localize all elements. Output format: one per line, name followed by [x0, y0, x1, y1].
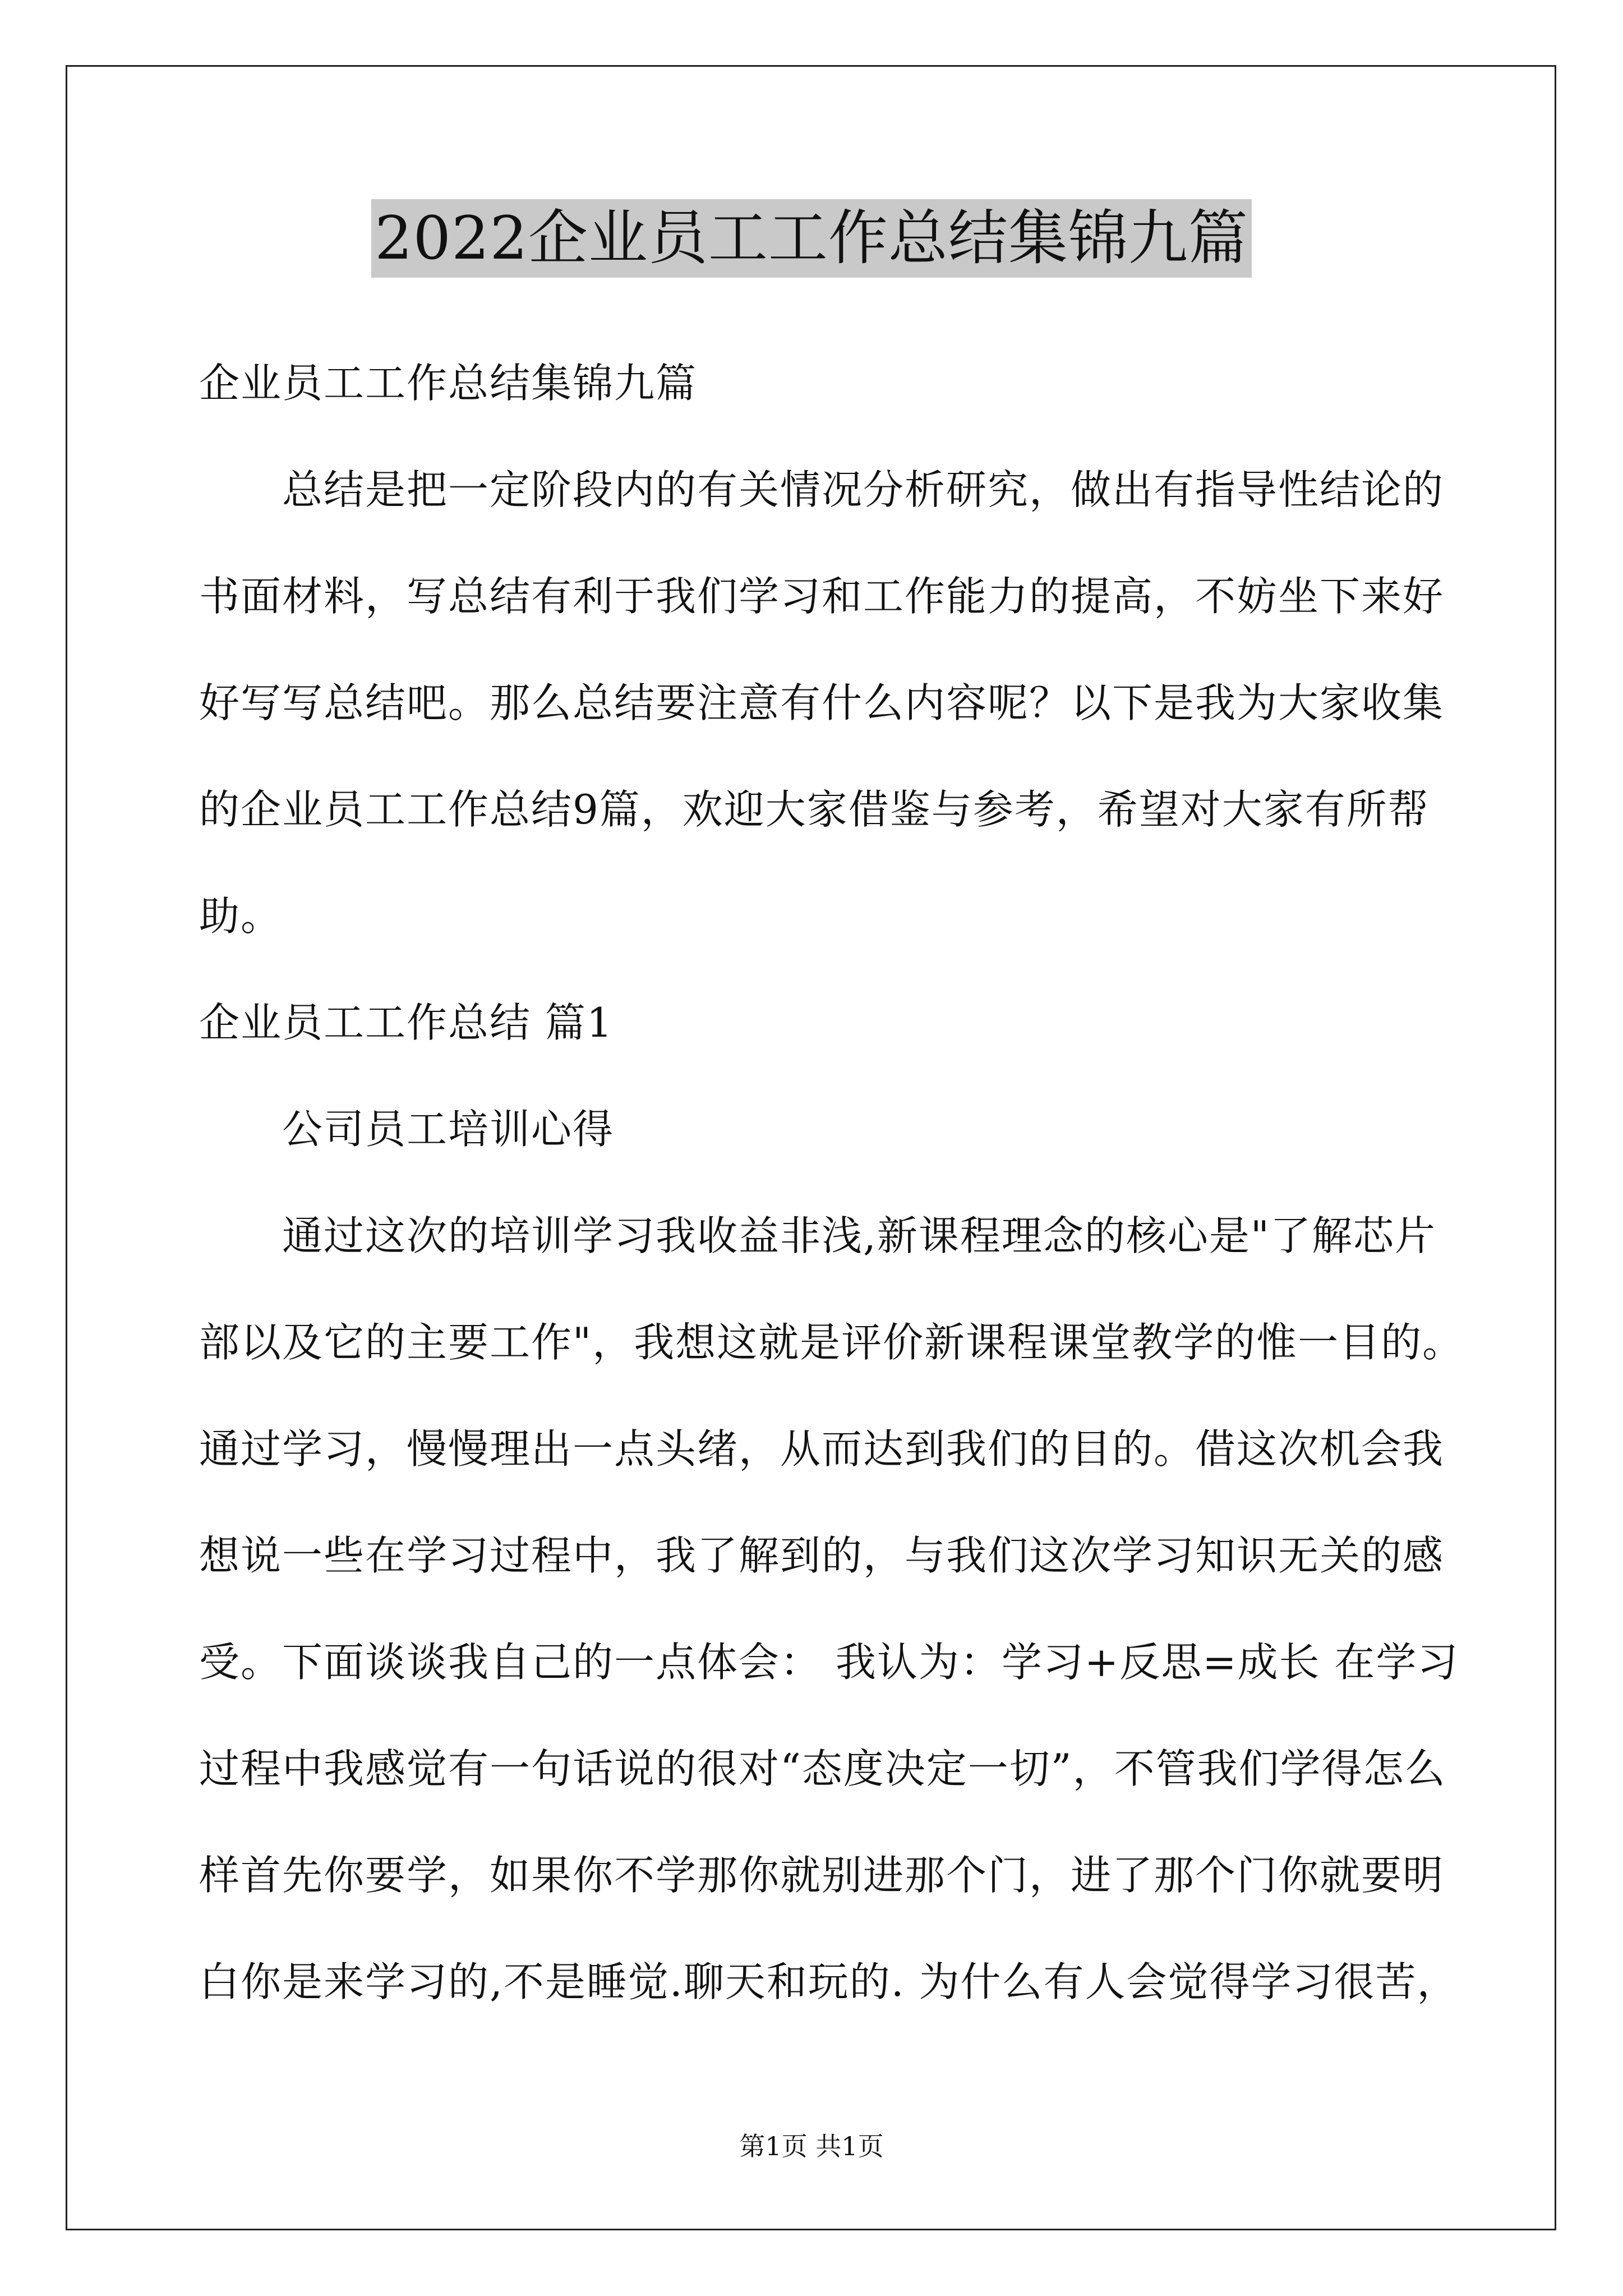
paragraph-line: 总结是把一定阶段内的有关情况分析研究，做出有指导性结论的 — [199, 466, 1445, 513]
paragraph-line: 想说一些在学习过程中，我了解到的，与我们这次学习知识无关的感 — [199, 1532, 1445, 1579]
section-heading: 企业员工工作总结 篇1 — [199, 999, 614, 1046]
title-container — [0, 199, 1623, 278]
paragraph-line: 的企业员工工作总结9篇，欢迎大家借鉴与参考，希望对大家有所帮 — [199, 786, 1430, 833]
section-heading: 企业员工工作总结集锦九篇 — [199, 360, 698, 407]
paragraph-line: 过程中我感觉有一句话说的很对“态度决定一切”，不管我们学得怎么 — [199, 1745, 1446, 1792]
paragraph-line: 好写写总结吧。那么总结要注意有什么内容呢？以下是我为大家收集 — [199, 679, 1445, 726]
paragraph-line: 部以及它的主要工作"，我想这就是评价新课程课堂教学的惟一目的。 — [199, 1319, 1464, 1366]
paragraph-line: 受。下面谈谈我自己的一点体会： 我认为：学习+反思=成长 在学习 — [199, 1639, 1459, 1686]
paragraph-line: 样首先你要学，如果你不学那你就别进那个门，进了那个门你就要明 — [199, 1852, 1445, 1899]
page-footer: 第1页 共1页 — [739, 2131, 884, 2161]
paragraph-line: 助。 — [199, 892, 283, 940]
paragraph-line: 通过学习，慢慢理出一点头绪，从而达到我们的目的。借这次机会我 — [199, 1425, 1445, 1473]
paragraph-line: 白你是来学习的,不是睡觉.聊天和玩的. 为什么有人会觉得学习很苦， — [199, 1958, 1459, 2005]
document-title: 2022企业员工工作总结集锦九篇 — [371, 199, 1252, 278]
subheading: 公司员工培训心得 — [199, 1106, 615, 1153]
paragraph-line: 通过这次的培训学习我收益非浅,新课程理念的核心是"了解芯片 — [199, 1212, 1437, 1259]
paragraph-line: 书面材料，写总结有利于我们学习和工作能力的提高，不妨坐下来好 — [199, 573, 1445, 620]
